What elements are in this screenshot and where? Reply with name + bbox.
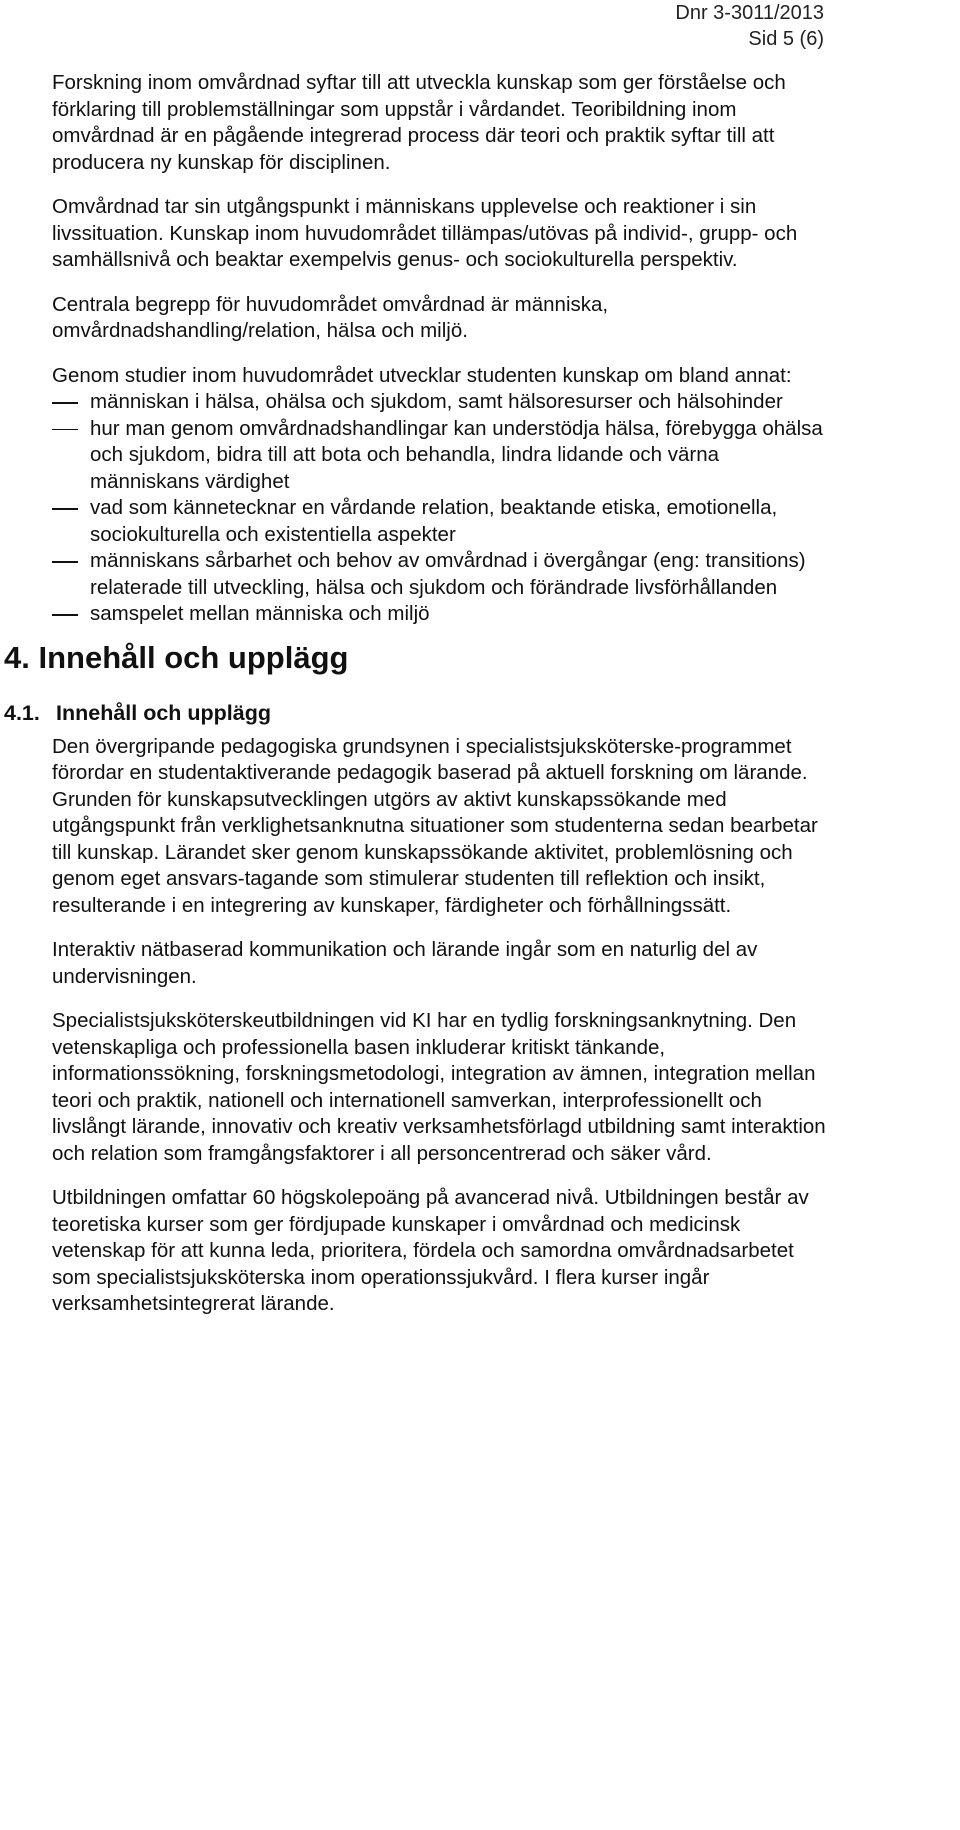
subsection-title: Innehåll och upplägg: [56, 700, 271, 725]
paragraph-pedagogy: Den övergripande pedagogiska grundsynen i specialistsjuksköterske-programmet förordar en studentaktiverande pedagogik baserad på aktuell forskning om lärande. Grunden för kunskapsutvecklingen utgörs av aktivt kunskapssökande med utgångspunkt från verklighetsanknutna situationer som studenterna sedan bearbetar till kunskap. Lärandet sker genom kunskapssökande aktivitet, problemlösning och genom eget ansvars-tagande som stimulerar studenten till reflektion och insikt, resulterande i en integrering av kunskaper, färdigheter och förhållningssätt.: [52, 734, 818, 917]
dash-bullet-icon: [52, 429, 78, 431]
list-item: hur man genom omvårdnadshandlingar kan understödja hälsa, förebygga ohälsa och sjukdom, bidra till att bota och behandla, lindra lidande och värna människans värdighet: [52, 416, 832, 496]
dash-bullet-icon: [52, 561, 78, 563]
list-item: samspelet mellan människa och miljö: [52, 601, 832, 628]
document-number: Dnr 3-3011/2013: [675, 2, 824, 24]
subsection-heading: [4, 700, 832, 726]
dash-bullet-icon: [52, 508, 78, 510]
list-item: människans sårbarhet och behov av omvårdnad i övergångar (eng: transitions) relaterade till utveckling, hälsa och sjukdom och förändrade livsförhållanden: [52, 548, 832, 601]
page-number: Sid 5 (6): [748, 28, 824, 50]
paragraph-starting-point: Omvårdnad tar sin utgångspunkt i människans upplevelse och reaktioner i sin livssituation. Kunskap inom huvudområdet tillämpas/utövas på individ-, grupp- och samhällsnivå och beaktar exempelvis genus- och sociokulturella perspektiv.: [52, 195, 798, 271]
document-body: [4, 70, 832, 1336]
list-item: vad som kännetecknar en vårdande relation, beaktande etiska, emotionella, sociokulturella och existentiella aspekter: [52, 495, 832, 548]
paragraph-interactive: Interaktiv nätbaserad kommunikation och lärande ingår som en naturlig del av undervisningen.: [52, 938, 758, 988]
paragraph-research: Forskning inom omvårdnad syftar till att utveckla kunskap som ger förståelse och förklaring till problemställningar som uppstår i vårdandet. Teoribildning inom omvårdnad är en pågående integrerad process där teori och praktik syftar till att producera ny kunskap för disciplinen.: [52, 71, 786, 174]
paragraph-studies-intro: Genom studier inom huvudområdet utvecklar studenten kunskap om bland annat:: [52, 363, 792, 387]
dash-bullet-icon: [52, 614, 78, 616]
subsection-number: 4.1.: [4, 700, 40, 725]
page-header: [675, 0, 824, 52]
paragraph-credits: Utbildningen omfattar 60 högskolepoäng på avancerad nivå. Utbildningen består av teoretiska kurser som ger fördjupade kunskaper i omvårdnad och medicinsk vetenskap för att kunna leda, prioritera, fördela och samordna omvårdnadsarbetet som specialistsjuksköterska inom operationssjukvård. I flera kurser ingår verksamhetsintegrerat lärande.: [52, 1186, 809, 1315]
paragraph-research-connection: Specialistsjuksköterskeutbildningen vid KI har en tydlig forskningsanknytning. Den vetenskapliga och professionella basen inkluderar kritiskt tänkande, informationssökning, forskningsmetodologi, integration av ämnen, integration mellan teori och praktik, nationell och internationell samverkan, interprofessionellt och livslångt lärande, innovativ och kreativ verksamhetsförlagd utbildning samt interaktion och relation som framgångsfaktorer i all personcentrerad och säker vård.: [52, 1009, 826, 1165]
knowledge-list: [52, 389, 832, 628]
dash-bullet-icon: [52, 402, 78, 404]
section-heading: 4. Innehåll och upplägg: [4, 639, 349, 675]
paragraph-central-concepts: Centrala begrepp för huvudområdet omvårdnad är människa, omvårdnadshandling/relation, hälsa och miljö.: [52, 292, 609, 342]
list-item: människan i hälsa, ohälsa och sjukdom, samt hälsoresurser och hälsohinder: [52, 389, 832, 416]
